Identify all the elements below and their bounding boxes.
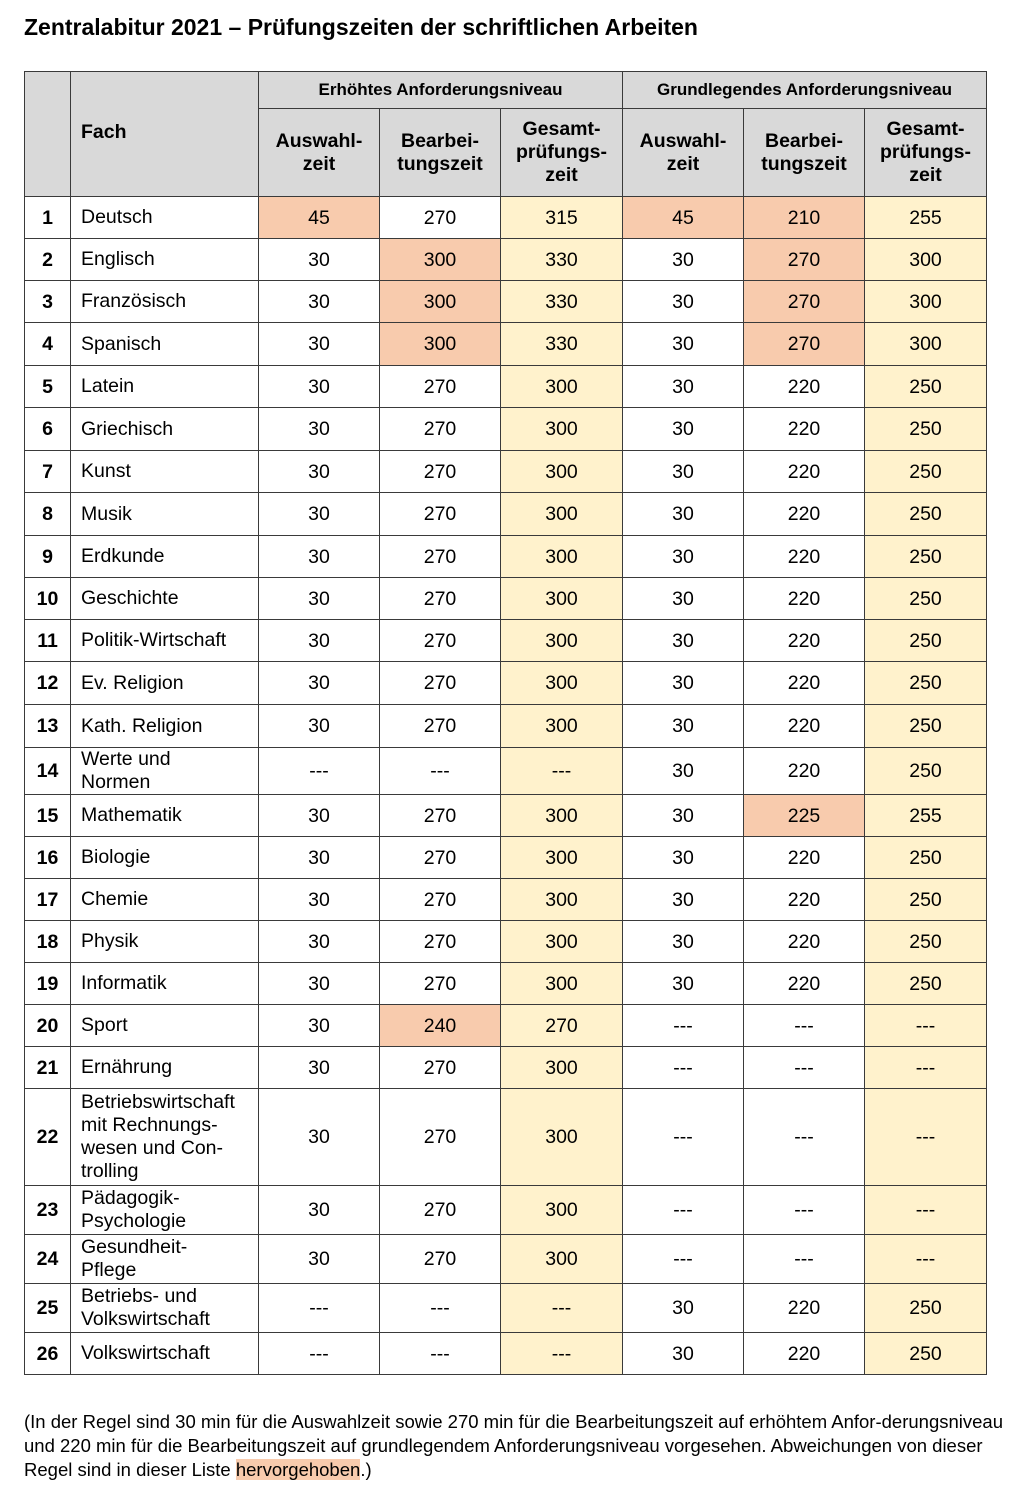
table-row — [25, 323, 987, 366]
gesamtzeit-grundlegend-cell: --- — [865, 1005, 987, 1047]
auswahlzeit-grundlegend-cell: 30 — [623, 1333, 744, 1375]
auswahlzeit-erhoeht-cell: 30 — [259, 705, 380, 748]
gesamtzeit-grundlegend-cell: 250 — [865, 879, 987, 921]
auswahlzeit-erhoeht-cell: 30 — [259, 408, 380, 451]
gesamtzeit-erhoeht-cell: 300 — [501, 1235, 623, 1284]
row-number: 1 — [25, 197, 71, 239]
table-row — [25, 662, 987, 705]
auswahlzeit-erhoeht-cell: 30 — [259, 1047, 380, 1089]
gesamtzeit-erhoeht-cell: 300 — [501, 795, 623, 837]
bearbeitungszeit-grundlegend-cell: 220 — [744, 620, 865, 662]
subject-name: Ev. Religion — [71, 662, 259, 705]
table-row — [25, 281, 987, 323]
auswahlzeit-grundlegend-cell: 30 — [623, 239, 744, 281]
bearbeitungszeit-erhoeht-cell: 300 — [380, 239, 501, 281]
auswahlzeit-grundlegend-cell: 30 — [623, 748, 744, 795]
gesamtzeit-grundlegend-cell: --- — [865, 1089, 987, 1186]
table-row — [25, 1005, 987, 1047]
subject-name: Geschichte — [71, 578, 259, 620]
auswahlzeit-erhoeht-cell: 30 — [259, 239, 380, 281]
auswahlzeit-erhoeht-cell: 30 — [259, 1005, 380, 1047]
table-row — [25, 963, 987, 1005]
auswahlzeit-erhoeht-cell: 30 — [259, 451, 380, 493]
gesamtzeit-erhoeht-cell: 300 — [501, 578, 623, 620]
auswahlzeit-grundlegend-cell: --- — [623, 1235, 744, 1284]
row-number: 9 — [25, 536, 71, 578]
gesamtzeit-grundlegend-cell: 250 — [865, 705, 987, 748]
bearbeitungszeit-erhoeht-cell: 300 — [380, 281, 501, 323]
bearbeitungszeit-erhoeht-cell: 270 — [380, 963, 501, 1005]
table-row — [25, 620, 987, 662]
row-number: 20 — [25, 1005, 71, 1047]
gesamtzeit-erhoeht-cell: --- — [501, 1284, 623, 1333]
bearbeitungszeit-grundlegend-cell: --- — [744, 1005, 865, 1047]
bearbeitungszeit-grundlegend-cell: --- — [744, 1235, 865, 1284]
row-number: 14 — [25, 748, 71, 795]
table-row — [25, 1186, 987, 1235]
exam-times-table — [24, 71, 987, 1375]
table-row — [25, 239, 987, 281]
bearbeitungszeit-erhoeht-cell: 270 — [380, 620, 501, 662]
auswahlzeit-grundlegend-cell: 30 — [623, 921, 744, 963]
auswahlzeit-erhoeht-cell: 30 — [259, 662, 380, 705]
auswahlzeit-erhoeht-cell: 30 — [259, 921, 380, 963]
bearbeitungszeit-grundlegend-cell: 220 — [744, 493, 865, 536]
row-number: 10 — [25, 578, 71, 620]
table-row — [25, 705, 987, 748]
auswahlzeit-grundlegend-cell: 30 — [623, 620, 744, 662]
gesamtzeit-erhoeht-cell: 300 — [501, 451, 623, 493]
row-number: 2 — [25, 239, 71, 281]
row-number: 5 — [25, 366, 71, 408]
subject-name: Volkswirtschaft — [71, 1333, 259, 1375]
subject-name: Spanisch — [71, 323, 259, 366]
auswahlzeit-grundlegend-cell: 30 — [623, 281, 744, 323]
auswahlzeit-grundlegend-cell: 30 — [623, 1284, 744, 1333]
row-number: 17 — [25, 879, 71, 921]
gesamtzeit-erhoeht-cell: 300 — [501, 1047, 623, 1089]
gesamtzeit-grundlegend-cell: 300 — [865, 323, 987, 366]
bearbeitungszeit-grundlegend-cell: 220 — [744, 705, 865, 748]
table-row — [25, 366, 987, 408]
gesamtzeit-erhoeht-cell: 330 — [501, 281, 623, 323]
row-number: 19 — [25, 963, 71, 1005]
bearbeitungszeit-erhoeht-cell: 270 — [380, 451, 501, 493]
subject-name: Sport — [71, 1005, 259, 1047]
gesamtzeit-grundlegend-cell: 250 — [865, 451, 987, 493]
bearbeitungszeit-grundlegend-cell: --- — [744, 1089, 865, 1186]
bearbeitungszeit-erhoeht-cell: 300 — [380, 323, 501, 366]
subject-name: Kath. Religion — [71, 705, 259, 748]
table-row — [25, 197, 987, 239]
subject-name: Ernährung — [71, 1047, 259, 1089]
row-number: 23 — [25, 1186, 71, 1235]
table-row — [25, 921, 987, 963]
auswahlzeit-erhoeht-cell: 30 — [259, 536, 380, 578]
bearbeitungszeit-erhoeht-cell: 270 — [380, 662, 501, 705]
gesamtzeit-grundlegend-cell: 300 — [865, 281, 987, 323]
auswahlzeit-erhoeht-cell: 30 — [259, 837, 380, 879]
gesamtzeit-erhoeht-cell: 300 — [501, 408, 623, 451]
subject-name: Englisch — [71, 239, 259, 281]
auswahlzeit-grundlegend-cell: 30 — [623, 795, 744, 837]
bearbeitungszeit-erhoeht-cell: 270 — [380, 1089, 501, 1186]
gesamtzeit-erhoeht-cell: 300 — [501, 1089, 623, 1186]
auswahlzeit-erhoeht-cell: 30 — [259, 493, 380, 536]
bearbeitungszeit-grundlegend-cell: 220 — [744, 408, 865, 451]
gesamtzeit-grundlegend-cell: 250 — [865, 578, 987, 620]
auswahlzeit-grundlegend-cell: 30 — [623, 837, 744, 879]
row-number: 21 — [25, 1047, 71, 1089]
auswahlzeit-erhoeht-cell: --- — [259, 1333, 380, 1375]
gesamtzeit-grundlegend-cell: 250 — [865, 366, 987, 408]
gesamtzeit-erhoeht-cell: 300 — [501, 837, 623, 879]
header-num-cell — [25, 72, 71, 197]
auswahlzeit-grundlegend-cell: 30 — [623, 705, 744, 748]
bearbeitungszeit-grundlegend-cell: 220 — [744, 451, 865, 493]
header-gesamtzeit-erhoeht: Gesamt- prüfungs- zeit — [501, 109, 623, 197]
bearbeitungszeit-erhoeht-cell: 240 — [380, 1005, 501, 1047]
bearbeitungszeit-grundlegend-cell: 220 — [744, 366, 865, 408]
gesamtzeit-erhoeht-cell: 270 — [501, 1005, 623, 1047]
bearbeitungszeit-erhoeht-cell: --- — [380, 748, 501, 795]
row-number: 16 — [25, 837, 71, 879]
subject-name: Biologie — [71, 837, 259, 879]
table-row — [25, 1089, 987, 1186]
subject-name: Kunst — [71, 451, 259, 493]
table-row — [25, 879, 987, 921]
auswahlzeit-grundlegend-cell: --- — [623, 1005, 744, 1047]
bearbeitungszeit-erhoeht-cell: 270 — [380, 493, 501, 536]
auswahlzeit-erhoeht-cell: 30 — [259, 281, 380, 323]
auswahlzeit-erhoeht-cell: --- — [259, 748, 380, 795]
bearbeitungszeit-grundlegend-cell: 220 — [744, 748, 865, 795]
bearbeitungszeit-erhoeht-cell: 270 — [380, 795, 501, 837]
footnote-text: (In der Regel sind 30 min für die Auswahlzeit sowie 270 min für die Bearbeitungszeit auf erhöhtem Anfor-derungsniveau und 220 min für die Bearbeitungszeit auf grundlegendem Anforderungsniveau vorgesehen. Abweichungen von dieser Regel sind in dieser Liste — [24, 1411, 1004, 1480]
subject-name: Musik — [71, 493, 259, 536]
gesamtzeit-erhoeht-cell: 330 — [501, 239, 623, 281]
gesamtzeit-grundlegend-cell: 250 — [865, 1284, 987, 1333]
gesamtzeit-erhoeht-cell: --- — [501, 748, 623, 795]
bearbeitungszeit-grundlegend-cell: 210 — [744, 197, 865, 239]
gesamtzeit-grundlegend-cell: 250 — [865, 1333, 987, 1375]
table-row — [25, 578, 987, 620]
table-row — [25, 1047, 987, 1089]
bearbeitungszeit-erhoeht-cell: 270 — [380, 837, 501, 879]
bearbeitungszeit-grundlegend-cell: --- — [744, 1186, 865, 1235]
auswahlzeit-erhoeht-cell: 30 — [259, 620, 380, 662]
auswahlzeit-grundlegend-cell: 30 — [623, 963, 744, 1005]
page-title: Zentralabitur 2021 – Prüfungszeiten der schriftlichen Arbeiten — [24, 14, 698, 40]
row-number: 18 — [25, 921, 71, 963]
bearbeitungszeit-grundlegend-cell: 220 — [744, 879, 865, 921]
gesamtzeit-erhoeht-cell: 300 — [501, 921, 623, 963]
table-row — [25, 408, 987, 451]
subject-name: Physik — [71, 921, 259, 963]
header-group-grundlegend: Grundlegendes Anforderungsniveau — [623, 72, 987, 109]
bearbeitungszeit-grundlegend-cell: 220 — [744, 921, 865, 963]
bearbeitungszeit-erhoeht-cell: 270 — [380, 536, 501, 578]
footnote-end: .) — [360, 1459, 372, 1480]
subject-name: Chemie — [71, 879, 259, 921]
table-row — [25, 451, 987, 493]
bearbeitungszeit-erhoeht-cell: 270 — [380, 1235, 501, 1284]
table-body — [25, 197, 987, 1375]
bearbeitungszeit-erhoeht-cell: 270 — [380, 197, 501, 239]
gesamtzeit-erhoeht-cell: 315 — [501, 197, 623, 239]
gesamtzeit-erhoeht-cell: 300 — [501, 705, 623, 748]
table-header — [25, 72, 987, 197]
row-number: 4 — [25, 323, 71, 366]
header-gesamtzeit-grundlegend: Gesamt- prüfungs- zeit — [865, 109, 987, 197]
header-bearbeitungszeit-erhoeht: Bearbei- tungszeit — [380, 109, 501, 197]
header-auswahlzeit-erhoeht: Auswahl- zeit — [259, 109, 380, 197]
header-auswahlzeit-grundlegend: Auswahl- zeit — [623, 109, 744, 197]
auswahlzeit-erhoeht-cell: 30 — [259, 1235, 380, 1284]
table-row — [25, 795, 987, 837]
gesamtzeit-erhoeht-cell: 300 — [501, 963, 623, 1005]
auswahlzeit-erhoeht-cell: 30 — [259, 323, 380, 366]
row-number: 12 — [25, 662, 71, 705]
table-row — [25, 536, 987, 578]
gesamtzeit-grundlegend-cell: --- — [865, 1235, 987, 1284]
table-row — [25, 1284, 987, 1333]
auswahlzeit-erhoeht-cell: 30 — [259, 879, 380, 921]
table-row — [25, 493, 987, 536]
gesamtzeit-grundlegend-cell: 250 — [865, 837, 987, 879]
bearbeitungszeit-grundlegend-cell: 220 — [744, 536, 865, 578]
gesamtzeit-grundlegend-cell: 255 — [865, 197, 987, 239]
gesamtzeit-erhoeht-cell: 300 — [501, 493, 623, 536]
gesamtzeit-erhoeht-cell: 300 — [501, 536, 623, 578]
subject-name: Erdkunde — [71, 536, 259, 578]
auswahlzeit-erhoeht-cell: --- — [259, 1284, 380, 1333]
gesamtzeit-grundlegend-cell: 250 — [865, 662, 987, 705]
subject-name: Gesundheit- Pflege — [71, 1235, 259, 1284]
table-row — [25, 837, 987, 879]
gesamtzeit-grundlegend-cell: 300 — [865, 239, 987, 281]
auswahlzeit-grundlegend-cell: 45 — [623, 197, 744, 239]
bearbeitungszeit-grundlegend-cell: 270 — [744, 281, 865, 323]
auswahlzeit-erhoeht-cell: 30 — [259, 578, 380, 620]
gesamtzeit-grundlegend-cell: --- — [865, 1186, 987, 1235]
gesamtzeit-grundlegend-cell: 250 — [865, 408, 987, 451]
gesamtzeit-erhoeht-cell: --- — [501, 1333, 623, 1375]
gesamtzeit-grundlegend-cell: --- — [865, 1047, 987, 1089]
auswahlzeit-erhoeht-cell: 30 — [259, 1089, 380, 1186]
auswahlzeit-erhoeht-cell: 30 — [259, 963, 380, 1005]
auswahlzeit-grundlegend-cell: --- — [623, 1089, 744, 1186]
bearbeitungszeit-grundlegend-cell: 220 — [744, 963, 865, 1005]
bearbeitungszeit-erhoeht-cell: 270 — [380, 1047, 501, 1089]
bearbeitungszeit-grundlegend-cell: --- — [744, 1047, 865, 1089]
subject-name: Betriebs- und Volkswirtschaft — [71, 1284, 259, 1333]
gesamtzeit-grundlegend-cell: 250 — [865, 620, 987, 662]
auswahlzeit-grundlegend-cell: 30 — [623, 879, 744, 921]
row-number: 15 — [25, 795, 71, 837]
subject-name: Deutsch — [71, 197, 259, 239]
bearbeitungszeit-grundlegend-cell: 270 — [744, 239, 865, 281]
gesamtzeit-erhoeht-cell: 300 — [501, 366, 623, 408]
gesamtzeit-erhoeht-cell: 330 — [501, 323, 623, 366]
header-bearbeitungszeit-grundlegend: Bearbei- tungszeit — [744, 109, 865, 197]
table-row — [25, 748, 987, 795]
subject-name: Betriebswirtschaft mit Rechnungs- wesen und Con- trolling — [71, 1089, 259, 1186]
auswahlzeit-grundlegend-cell: 30 — [623, 536, 744, 578]
row-number: 26 — [25, 1333, 71, 1375]
bearbeitungszeit-erhoeht-cell: --- — [380, 1333, 501, 1375]
bearbeitungszeit-erhoeht-cell: 270 — [380, 578, 501, 620]
gesamtzeit-grundlegend-cell: 250 — [865, 536, 987, 578]
subject-name: Informatik — [71, 963, 259, 1005]
bearbeitungszeit-grundlegend-cell: 220 — [744, 1333, 865, 1375]
row-number: 25 — [25, 1284, 71, 1333]
gesamtzeit-grundlegend-cell: 250 — [865, 748, 987, 795]
gesamtzeit-erhoeht-cell: 300 — [501, 662, 623, 705]
bearbeitungszeit-erhoeht-cell: 270 — [380, 1186, 501, 1235]
row-number: 13 — [25, 705, 71, 748]
gesamtzeit-grundlegend-cell: 255 — [865, 795, 987, 837]
auswahlzeit-grundlegend-cell: 30 — [623, 578, 744, 620]
subject-name: Französisch — [71, 281, 259, 323]
table-row — [25, 1235, 987, 1284]
auswahlzeit-grundlegend-cell: --- — [623, 1186, 744, 1235]
row-number: 11 — [25, 620, 71, 662]
auswahlzeit-erhoeht-cell: 45 — [259, 197, 380, 239]
bearbeitungszeit-grundlegend-cell: 220 — [744, 662, 865, 705]
table-row — [25, 1333, 987, 1375]
bearbeitungszeit-grundlegend-cell: 220 — [744, 837, 865, 879]
bearbeitungszeit-grundlegend-cell: 220 — [744, 1284, 865, 1333]
bearbeitungszeit-grundlegend-cell: 270 — [744, 323, 865, 366]
bearbeitungszeit-erhoeht-cell: 270 — [380, 705, 501, 748]
auswahlzeit-grundlegend-cell: 30 — [623, 662, 744, 705]
row-number: 8 — [25, 493, 71, 536]
gesamtzeit-grundlegend-cell: 250 — [865, 493, 987, 536]
bearbeitungszeit-erhoeht-cell: --- — [380, 1284, 501, 1333]
subject-name: Politik-Wirtschaft — [71, 620, 259, 662]
gesamtzeit-erhoeht-cell: 300 — [501, 879, 623, 921]
auswahlzeit-grundlegend-cell: 30 — [623, 366, 744, 408]
auswahlzeit-erhoeht-cell: 30 — [259, 795, 380, 837]
subject-name: Werte und Normen — [71, 748, 259, 795]
row-number: 6 — [25, 408, 71, 451]
auswahlzeit-grundlegend-cell: 30 — [623, 451, 744, 493]
row-number: 7 — [25, 451, 71, 493]
auswahlzeit-grundlegend-cell: 30 — [623, 408, 744, 451]
gesamtzeit-grundlegend-cell: 250 — [865, 921, 987, 963]
bearbeitungszeit-erhoeht-cell: 270 — [380, 921, 501, 963]
row-number: 3 — [25, 281, 71, 323]
auswahlzeit-grundlegend-cell: --- — [623, 1047, 744, 1089]
header-group-erhoeht: Erhöhtes Anforderungsniveau — [259, 72, 623, 109]
row-number: 22 — [25, 1089, 71, 1186]
bearbeitungszeit-erhoeht-cell: 270 — [380, 879, 501, 921]
bearbeitungszeit-erhoeht-cell: 270 — [380, 366, 501, 408]
bearbeitungszeit-grundlegend-cell: 225 — [744, 795, 865, 837]
auswahlzeit-grundlegend-cell: 30 — [623, 493, 744, 536]
subject-name: Griechisch — [71, 408, 259, 451]
bearbeitungszeit-grundlegend-cell: 220 — [744, 578, 865, 620]
header-fach: Fach — [71, 72, 259, 197]
gesamtzeit-grundlegend-cell: 250 — [865, 963, 987, 1005]
auswahlzeit-grundlegend-cell: 30 — [623, 323, 744, 366]
footnote-highlighted-word: hervorgehoben — [235, 1459, 361, 1480]
subject-name: Pädagogik- Psychologie — [71, 1186, 259, 1235]
gesamtzeit-erhoeht-cell: 300 — [501, 620, 623, 662]
auswahlzeit-erhoeht-cell: 30 — [259, 1186, 380, 1235]
bearbeitungszeit-erhoeht-cell: 270 — [380, 408, 501, 451]
subject-name: Latein — [71, 366, 259, 408]
row-number: 24 — [25, 1235, 71, 1284]
auswahlzeit-erhoeht-cell: 30 — [259, 366, 380, 408]
gesamtzeit-erhoeht-cell: 300 — [501, 1186, 623, 1235]
subject-name: Mathematik — [71, 795, 259, 837]
footnote — [24, 1410, 1009, 1482]
